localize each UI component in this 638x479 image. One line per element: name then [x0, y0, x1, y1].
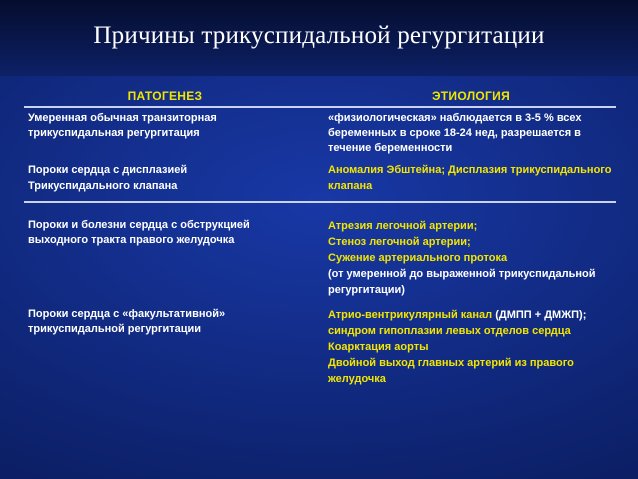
row-3-pathogenesis-line-1: Пороки и болезни сердца с обструкцией — [28, 219, 250, 231]
etiology-coarctation: Коарктация аорты — [328, 341, 429, 353]
row-1-pathogenesis-line-2: трикуспидальная регургитация — [28, 127, 200, 139]
header-pathogenesis: ПАТОГЕНЕЗ — [127, 89, 203, 103]
header-etiology: ЭТИОЛОГИЯ — [431, 89, 511, 103]
slide-title: Причины трикуспидальной регургитации — [93, 22, 545, 49]
row-3-etiology — [328, 218, 618, 298]
etiology-pulmonary-stenosis: Стеноз легочной артерии; — [328, 236, 471, 248]
row-4-pathogenesis — [28, 307, 304, 337]
row-1-etiology: «физиологическая» наблюдается в 3-5 % всех беременных в сроке 18-24 нед, разрешается в течение беременности — [328, 112, 582, 154]
etiology-pulmonary-atresia: Атрезия легочной артерии; — [328, 220, 478, 232]
etiology-ductus-note: (от умеренной до выраженной трикуспидальной регургитации) — [328, 268, 596, 296]
etiology-ductus-constriction: Сужение артериального протока — [328, 252, 508, 264]
row-1-pathogenesis — [28, 111, 304, 141]
etiology-av-canal: Атрио-вентрикулярный канал — [328, 309, 493, 321]
etiology-av-canal-note: (ДМПП + ДМЖП); — [492, 309, 587, 321]
row-2-etiology: Аномалия Эбштейна; Дисплазия трикуспидального клапана — [328, 164, 612, 192]
row-1-pathogenesis-line-1: Умеренная обычная транзиторная — [28, 112, 217, 124]
row-3-pathogenesis-line-2: выходного тракта правого желудочка — [28, 234, 235, 246]
etiology-av-canal-line — [328, 307, 618, 323]
row-4-etiology — [328, 307, 618, 387]
row-2-pathogenesis-line-2: Трикуспидального клапана — [28, 180, 178, 192]
row-4-pathogenesis-line-1: Пороки сердца с «факультативной» — [28, 308, 226, 320]
row-4-pathogenesis-line-2: трикуспидальной регургитации — [28, 323, 202, 335]
row-3-pathogenesis — [28, 218, 304, 248]
etiology-hlhs: синдром гипоплазии левых отделов сердца — [328, 325, 571, 337]
row-divider — [24, 201, 616, 203]
etiology-dorv: Двойной выход главных артерий из правого желудочка — [328, 357, 574, 385]
header-divider — [24, 106, 616, 108]
row-2-pathogenesis — [28, 162, 304, 194]
row-2-pathogenesis-line-1: Пороки сердца с дисплазией — [28, 164, 188, 176]
